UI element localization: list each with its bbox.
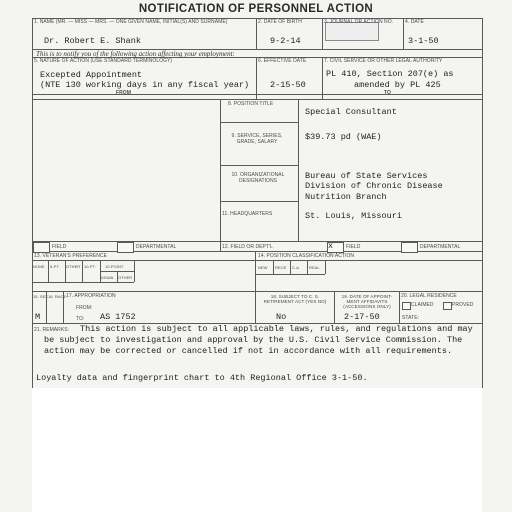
rule [307, 260, 308, 274]
ten-point-label: 10-POINT [105, 264, 124, 269]
to-departmental-label: DEPARTMENTAL [420, 244, 461, 250]
rule [32, 291, 482, 292]
retirement-act-label: 18. SUBJECT TO C. S. RETIREMENT ACT (YES NO) [263, 294, 327, 304]
remarks-line1: This action is subject to all applicable laws, rules, and regulations and may [80, 324, 473, 334]
nature-of-action-label: 5. NATURE OF ACTION (USE STANDARD TERMINOLOGY) [34, 58, 173, 64]
rule [255, 274, 325, 275]
rule [399, 291, 400, 323]
org-line2: Division of Chronic Disease [305, 181, 443, 191]
rule [325, 260, 326, 274]
rule [32, 282, 134, 283]
rule [403, 18, 404, 49]
rule [256, 18, 257, 49]
approp-from-label: FROM: [76, 305, 93, 311]
sex-label: 15. SEX [33, 294, 49, 299]
rule [32, 94, 482, 95]
rule [32, 18, 33, 388]
rule [334, 291, 335, 323]
legal-residence-label: 20. LEGAL RESIDENCE [401, 293, 457, 299]
to-label: TO [384, 90, 391, 96]
name-label: 1. NAME (MR. — MISS — MRS. — ONE GIVEN NAME, INITIAL(S) AND SURNAME) [34, 19, 228, 25]
class-new-label: NEW [258, 265, 268, 270]
position-classification-label: 14. POSITION CLASSIFICATION ACTION [258, 253, 355, 259]
org-line3: Nutrition Branch [305, 192, 387, 202]
class-real-label: REAL [309, 265, 320, 270]
rule [48, 260, 49, 282]
date-of-appointment-label: 19. DATE OF APPOINT-MENT AFFIDAVITS (ACCESSIONS ONLY) [341, 294, 393, 309]
rule [322, 57, 323, 99]
class-ca-label: C.A. [292, 265, 300, 270]
date-of-birth-label: 2. DATE OF BIRTH [258, 19, 302, 25]
salary-value: $39.73 pd (WAE) [305, 132, 382, 142]
rule [322, 18, 323, 49]
retirement-value: No [276, 312, 287, 322]
vet-none-label: NONE [33, 264, 45, 269]
remarks-line2: be subject to investigation and approval by the U.S. Civil Service Commission. The [44, 335, 463, 345]
nature-of-action-value: Excepted Appointment [40, 70, 143, 80]
authority-value-line2: amended by PL 425 [354, 80, 441, 90]
from-departmental-checkbox[interactable] [117, 242, 134, 253]
to-departmental-checkbox[interactable] [401, 242, 418, 253]
to-field-label: FIELD [346, 244, 361, 250]
org-line1: Bureau of State Services [305, 171, 428, 181]
claimed-label: CLAIMED [411, 302, 434, 308]
remarks-label: 21. REMARKS: [34, 327, 70, 333]
class-rece-label: RECE [275, 265, 287, 270]
from-departmental-label: DEPARTMENTAL [136, 244, 177, 250]
rule [255, 291, 256, 323]
form-title: NOTIFICATION OF PERSONNEL ACTION [138, 3, 374, 15]
date-value: 3-1-50 [408, 36, 439, 46]
sex-value: M [35, 312, 41, 322]
service-series-label: 9. SERVICE, SERIES, GRADE, SALARY [231, 133, 283, 145]
nature-of-action-note: (NTE 130 working days in any fiscal year) [40, 80, 250, 90]
rule [220, 122, 298, 123]
veterans-preference-label: 13. VETERAN'S PREFERENCE [34, 253, 108, 259]
date-label: 4. DATE [405, 19, 424, 25]
appropriation-value: AS 1752 [100, 312, 136, 322]
rule [482, 18, 483, 388]
rule [82, 260, 83, 282]
employee-name: Dr. Robert E. Shank [44, 36, 141, 46]
date-of-birth-value: 9-2-14 [270, 36, 301, 46]
proved-label: PROVED [452, 302, 474, 308]
to-field-mark: x [328, 241, 334, 251]
blank-area [32, 388, 482, 512]
field-or-deptl-label: 12. FIELD OR DEPT'L [222, 244, 273, 250]
rule [256, 57, 257, 99]
effective-date-value: 2-15-50 [270, 80, 306, 90]
from-label: FROM [116, 90, 131, 96]
rule [298, 99, 299, 241]
rule [273, 260, 274, 274]
position-title-label: 8. POSITION TITLE [228, 101, 274, 107]
org-designations-label: 10. ORGANIZATIONAL DESIGNATIONS [231, 172, 285, 184]
rule [220, 165, 298, 166]
date-of-appointment-value: 2-17-50 [344, 312, 380, 322]
authority-label: 7. CIVIL SERVICE OR OTHER LEGAL AUTHORITY [324, 58, 443, 64]
rule [290, 260, 291, 274]
from-field-label: FIELD [52, 244, 67, 250]
rule [255, 251, 256, 291]
position-title-value: Special Consultant [305, 107, 397, 117]
appropriation-label: 17. APPROPRIATION [66, 293, 116, 299]
vet-other-label: OTHER [66, 264, 81, 269]
proved-checkbox[interactable] [443, 302, 452, 310]
race-label: 16. RACE [48, 294, 67, 299]
effective-date-label: 6. EFFECTIVE DATE [258, 58, 307, 64]
notify-line: This is to notify you of the following action affecting your employment: [36, 50, 235, 58]
from-field-checkbox[interactable] [33, 242, 50, 253]
loyalty-note: Loyalty data and fingerprint chart to 4th Regional Office 3-1-50. [36, 373, 368, 383]
vet-5pt-label: 5-PT. [50, 264, 60, 269]
remarks-line3: action may be corrected or cancelled if not in accordance with all requirements. [44, 346, 453, 356]
vet-10pt-label: 10-PT. [84, 264, 96, 269]
rule [134, 260, 135, 282]
journal-no-label: 3. JOURNAL OR ACTION NO. [324, 19, 394, 25]
approp-to-label: TO: [76, 316, 85, 322]
rule [220, 99, 221, 251]
rule [32, 99, 482, 100]
claimed-checkbox[interactable] [402, 302, 411, 310]
other-label: OTHER [118, 275, 133, 280]
authority-value-line1: PL 410, Section 207(e) as [326, 69, 454, 79]
headquarters-value: St. Louis, Missouri [305, 211, 402, 221]
rule [220, 201, 298, 202]
disab-label: DISAB. [101, 275, 115, 280]
headquarters-label: 11. HEADQUARTERS [222, 211, 273, 217]
state-label: STATE: [402, 315, 420, 321]
